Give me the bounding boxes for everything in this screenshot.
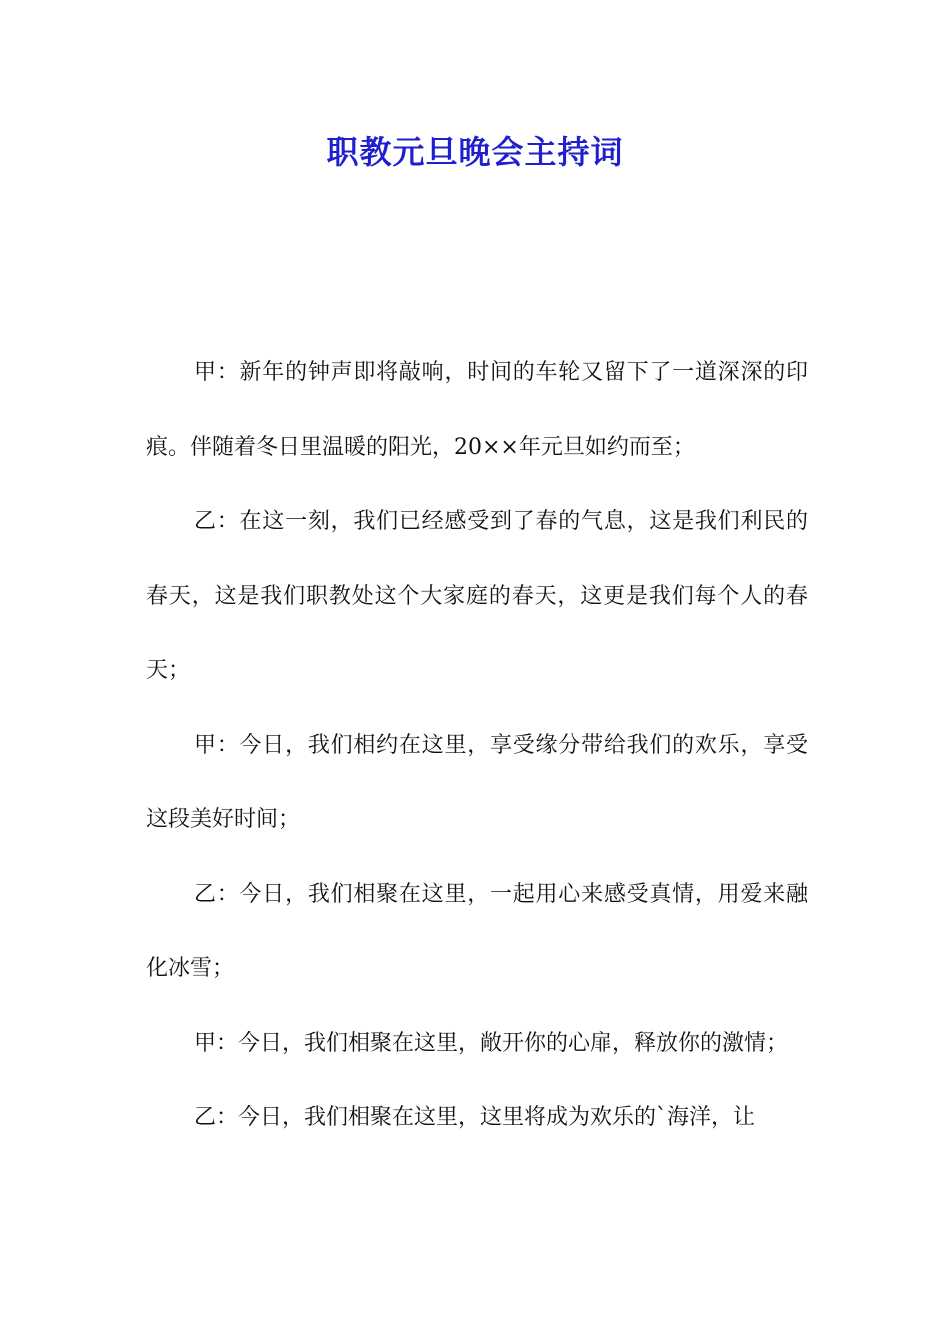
document-body xyxy=(146,336,808,1156)
paragraph-5: 甲：今日，我们相聚在这里，敞开你的心扉，释放你的激情； xyxy=(194,1030,789,1056)
paragraph-6: 乙：今日，我们相聚在这里，这里将成为欢乐的`海洋，让 xyxy=(194,1105,756,1130)
paragraph-2: 乙：在这一刻，我们已经感受到了春的气息，这是我们利民的春天，这是我们职教处这个大家庭的春天，这更是我们每个人的春天； xyxy=(146,509,808,683)
document-title: 职教元旦晚会主持词 xyxy=(326,133,624,171)
paragraph-4: 乙：今日，我们相聚在这里，一起用心来感受真情，用爱来融化冰雪； xyxy=(146,881,808,981)
paragraph-1: 甲：新年的钟声即将敲响，时间的车轮又留下了一道深深的印痕。伴随着冬日里温暖的阳光，20××年元旦如约而至； xyxy=(146,360,808,460)
paragraph-3: 甲：今日，我们相约在这里，享受缘分带给我们的欢乐，享受这段美好时间； xyxy=(146,732,808,832)
